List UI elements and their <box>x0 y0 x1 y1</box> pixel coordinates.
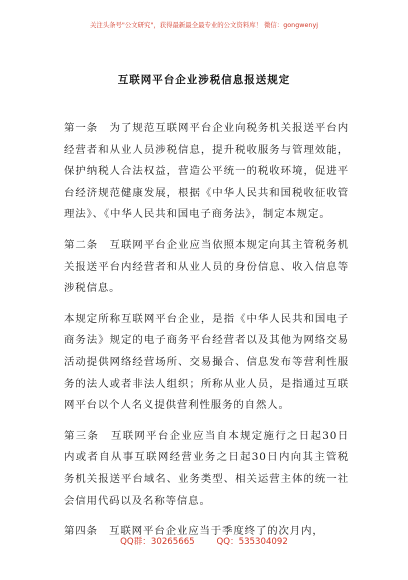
header-banner: 关注头条号"公文研究"，获得最新最全最专业的公文资料库！ 微信：gongwenyj <box>89 21 319 29</box>
paragraph-article-4: 第四条 互联网平台企业应当于季度终了的次月内， <box>64 525 324 538</box>
document-title: 互联网平台企业涉税信息报送规定 <box>117 74 291 86</box>
paragraph-article-2: 第二条 互联网平台企业应当依照本规定向其主管税务机关报送平台内经营者和从业人员的身份信息、收入信息等涉税信息。 <box>64 238 349 295</box>
document-body <box>64 118 349 552</box>
paragraph-article-1: 第一条 为了规范互联网平台企业向税务机关报送平台内经营者和从业人员涉税信息，提升税收服务与管理效能，保护纳税人合法权益，营造公平统一的税收环境，促进平台经济规范健康发展，根据《中华人民共和国税收征收管理法》、《中华人民共和国电子商务法》，制定本规定。 <box>64 122 349 221</box>
footer-contact: QQ群：30265665 QQ：535304092 <box>120 537 288 547</box>
paragraph-definitions: 本规定所称互联网平台企业，是指《中华人民共和国电子商务法》规定的电子商务平台经营者以及其他为网络交易活动提供网络经营场所、交易撮合、信息发布等营利性服务的法人或者非法人组织；所称从业人员，是指通过互联网平台以个人名义提供营利性服务的自然人。 <box>64 312 349 412</box>
paragraph-article-3: 第三条 互联网平台企业应当自本规定施行之日起30日内或者自从事互联网经营业务之日起30日内向其主管税务机关报送平台域名、业务类型、相关运营主体的统一社会信用代码以及名称等信息。 <box>64 429 349 507</box>
